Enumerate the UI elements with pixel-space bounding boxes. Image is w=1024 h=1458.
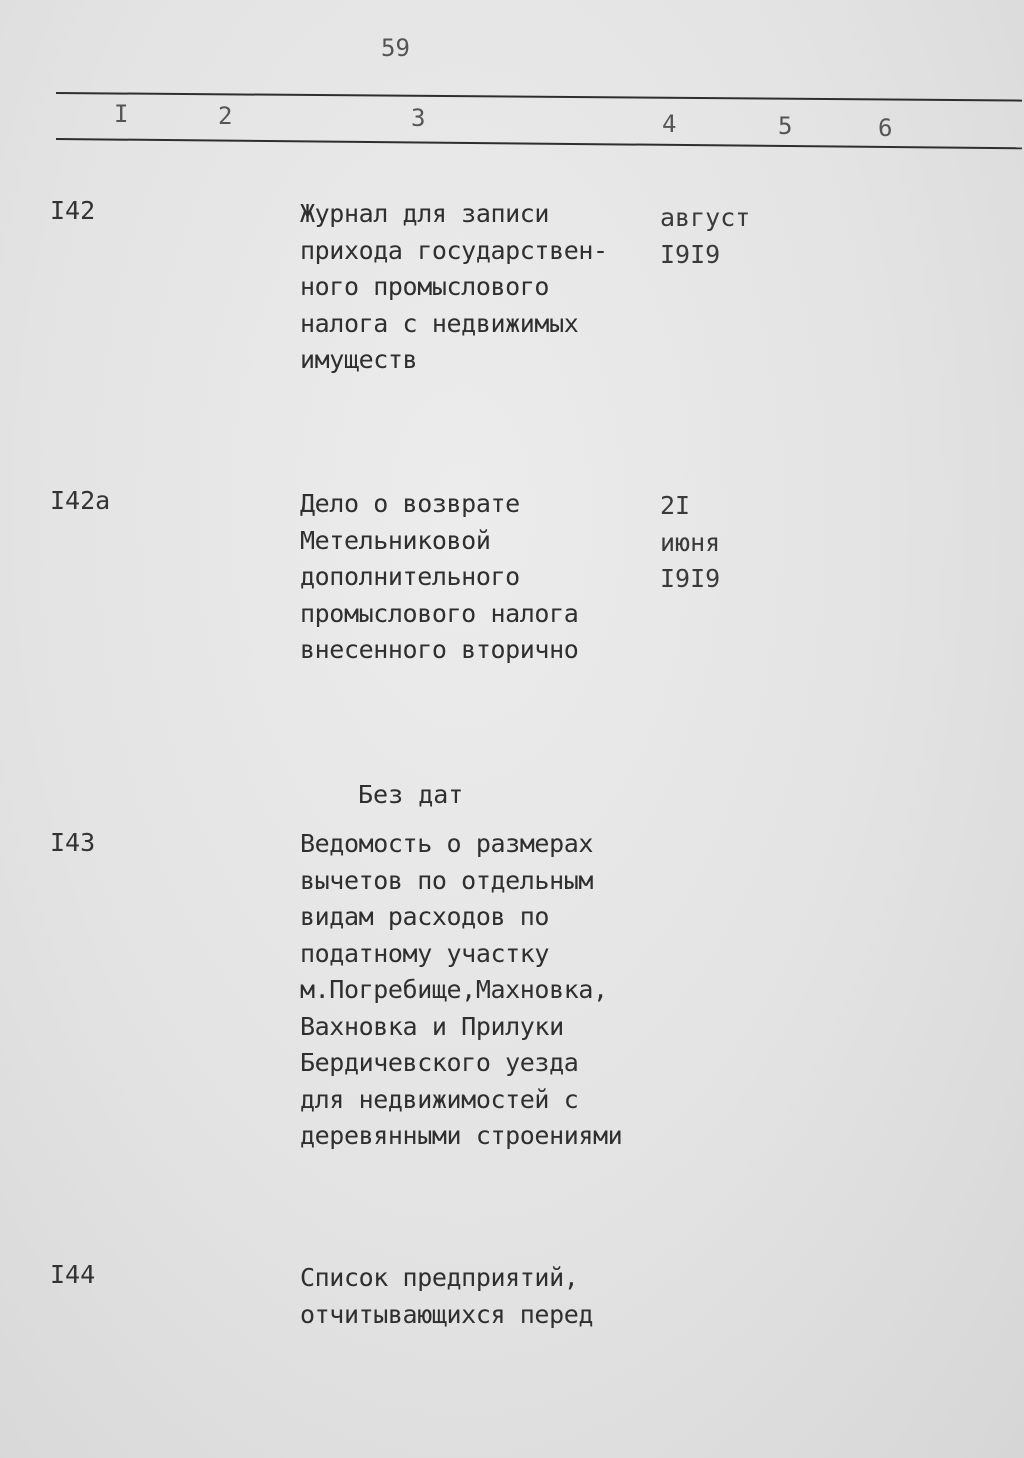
- description-line: ного промыслового: [300, 272, 550, 301]
- entry-date-142a: [660, 488, 720, 598]
- description-line: Ведомость о размерах: [300, 829, 594, 858]
- column-header-3: 3: [411, 104, 426, 132]
- description-line: деревянными строениями: [300, 1121, 623, 1150]
- description-line: внесенного вторично: [300, 635, 579, 664]
- table-header-top-rule: [56, 92, 1022, 102]
- page-number: 59: [381, 34, 410, 62]
- column-header-1: I: [114, 100, 129, 128]
- description-line: Дело о возврате: [300, 489, 520, 518]
- description-line: для недвижимостей с: [300, 1084, 579, 1114]
- date-line: I9I9: [660, 564, 721, 593]
- entry-description-142: [300, 196, 660, 379]
- date-line: 2I: [660, 491, 691, 520]
- entry-number-142: I42: [50, 196, 96, 225]
- description-line: Бердичевского уезда: [300, 1048, 579, 1077]
- date-line: I9I9: [660, 239, 721, 269]
- entry-date-142: [660, 200, 750, 273]
- description-line: вычетов по отдельным: [300, 865, 594, 895]
- description-line: видам расходов по: [300, 902, 550, 931]
- column-header-5: 5: [778, 112, 793, 140]
- section-heading-undated: Без дат: [358, 780, 464, 809]
- column-header-4: 4: [662, 110, 677, 138]
- entry-description-142a: [300, 486, 660, 669]
- description-line: Список предприятий,: [300, 1263, 579, 1292]
- description-line: податному участку: [300, 938, 550, 968]
- description-line: дополнительного: [300, 562, 520, 591]
- description-line: промыслового налога: [300, 598, 579, 628]
- description-line: Журнал для записи: [300, 199, 550, 228]
- entry-number-143: I43: [50, 828, 96, 857]
- entry-number-144: I44: [50, 1260, 96, 1289]
- description-line: имуществ: [300, 345, 418, 374]
- description-line: налога с недвижимых: [300, 308, 579, 338]
- description-line: Метельниковой: [300, 525, 491, 555]
- entry-description-143: [300, 826, 660, 1155]
- description-line: отчитывающихся перед: [300, 1299, 594, 1329]
- description-line: м.Погребище,Махновка,: [300, 975, 608, 1004]
- column-header-2: 2: [218, 102, 233, 130]
- entry-description-144: [300, 1260, 660, 1333]
- column-header-6: 6: [878, 114, 893, 142]
- date-line: июня: [660, 527, 721, 557]
- description-line: прихода государствен-: [300, 235, 608, 265]
- entry-number-142a: I42а: [50, 486, 111, 515]
- description-line: Вахновка и Прилуки: [300, 1011, 564, 1041]
- date-line: август: [660, 203, 751, 232]
